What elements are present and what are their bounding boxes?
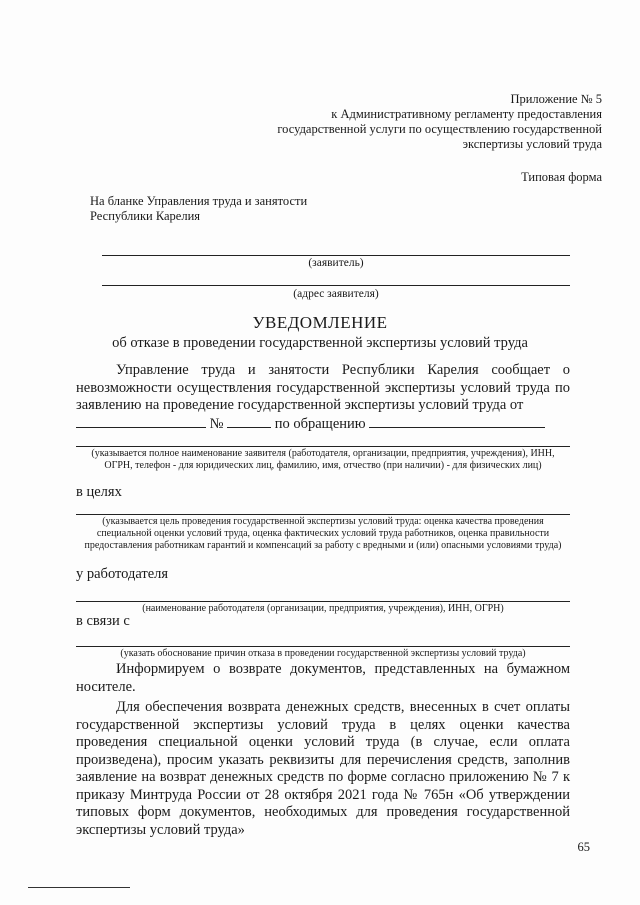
reason-label: в связи с — [76, 613, 130, 629]
notice-title: УВЕДОМЛЕНИЕ — [252, 313, 388, 332]
letterhead-note — [90, 194, 307, 224]
purpose-label: в целях — [76, 484, 122, 500]
appendix-line: к Административному регламенту предоставления — [331, 107, 602, 121]
appendix-line: экспертизы условий труда — [462, 137, 602, 151]
address-line — [102, 285, 570, 286]
form-type: Типовая форма — [521, 170, 602, 184]
intro-paragraph — [76, 362, 570, 415]
number-blank — [227, 415, 271, 428]
date-number-row — [76, 415, 570, 433]
refund-paragraph — [76, 699, 570, 839]
number-sign: № — [209, 416, 224, 432]
employer-line — [76, 601, 570, 602]
appendix-line: Приложение № 5 — [510, 92, 602, 106]
letterhead-line: Республики Карелия — [90, 209, 201, 223]
refund-text: Для обеспечения возврата денежных средств, внесенных в счет оплаты государственной экспертизы условий труда в целях оценки качества проведения специальной оценки условий труда (в случае, если оплата произведена), просим указать реквизиты для перечисления средств, заполнив заявление на возврат денежных средств по форме согласно приложению № 7 к приказу Минтруда России от 28 октября 2021 года № 765н «Об утверждении типовых форм документов, необходимых для проведения государственной экспертизы условий труда» — [76, 699, 570, 838]
applicant-caption: (заявитель) — [308, 257, 364, 269]
page-number: 65 — [577, 840, 590, 854]
reason-line — [76, 646, 570, 647]
footer-rule — [28, 887, 130, 888]
reason-hint: (указать обоснование причин отказа в проведении государственной экспертизы условий труда) — [120, 648, 526, 659]
applicant-line — [102, 255, 570, 256]
purpose-hint: (указывается цель проведения государственной экспертизы условий труда: оценка качества проведения специальной оценки условий труда, оценка фактических условий труда работников, оценка правильности предоставления работникам гарантий и компенсаций за работу с вредными и (или) опасными условиями труда) — [84, 516, 562, 551]
employer-hint: (наименование работодателя (организации, предприятия, учреждения), ИНН, ОГРН) — [142, 603, 504, 614]
appeal-label: по обращению — [274, 416, 366, 432]
address-caption: (адрес заявителя) — [293, 288, 379, 300]
return-paragraph — [76, 661, 570, 696]
employer-label: у работодателя — [76, 566, 169, 582]
return-text: Информируем о возврате документов, представленных на бумажном носителе. — [76, 661, 570, 695]
appeal-blank — [369, 415, 545, 428]
applicant-hint: (указывается полное наименование заявителя (работодателя, организации, предприятия, учреждения), ИНН, ОГРН, телефон - для юридических лиц, фамилию, имя, отчество (при наличии) - для физических лиц) — [91, 448, 555, 471]
letterhead-line: На бланке Управления труда и занятости — [90, 194, 308, 208]
purpose-line — [76, 514, 570, 515]
appendix-reference — [242, 92, 602, 152]
appendix-line: государственной услуги по осуществлению государственной — [277, 122, 602, 136]
notice-subtitle: об отказе в проведении государственной экспертизы условий труда — [112, 335, 528, 351]
date-blank — [76, 415, 206, 428]
intro-text: Управление труда и занятости Республики Карелия сообщает о невозможности осуществления государственной экспертизы условий труда по заявлению на проведение государственной экспертизы условий труда от — [76, 362, 570, 413]
applicant-details-line — [76, 446, 570, 447]
